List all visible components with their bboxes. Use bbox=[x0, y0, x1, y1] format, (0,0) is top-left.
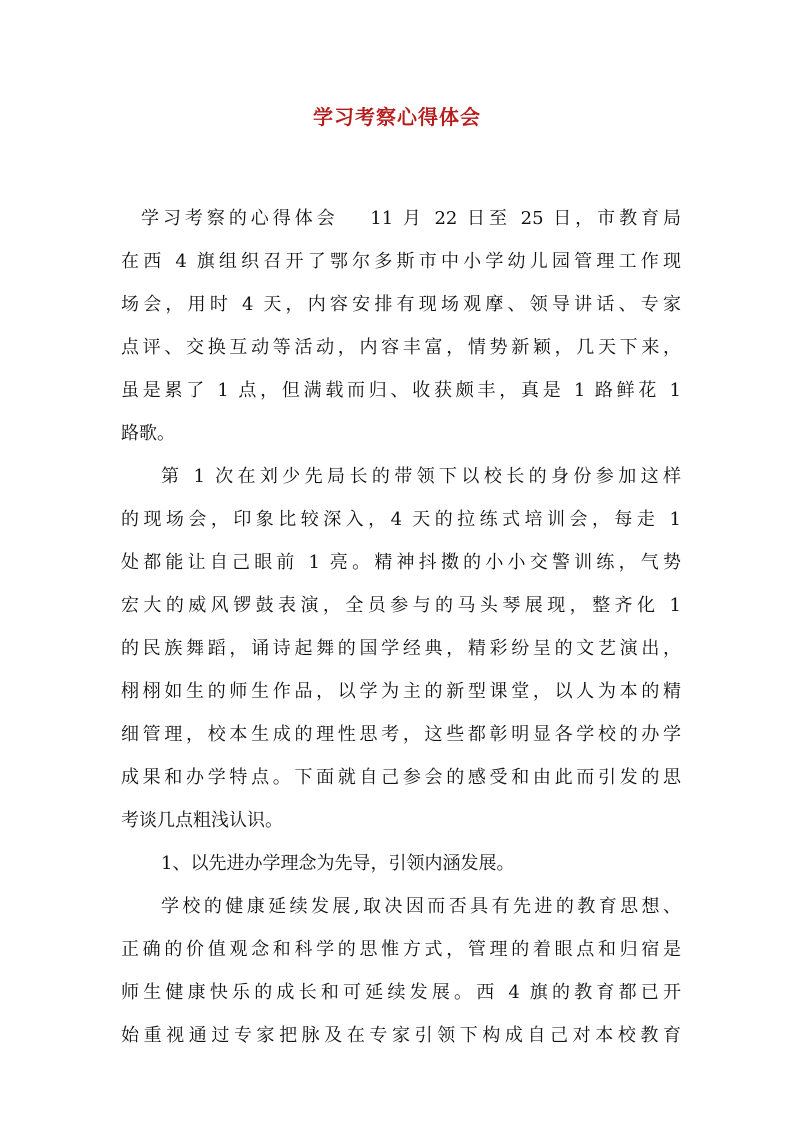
body-line: 场会，用时 4 天，内容安排有现场观摩、领导讲话、专家 bbox=[121, 294, 681, 315]
body-line: 路歌。 bbox=[121, 423, 175, 444]
body-line: 在西 4 旗组织召开了鄂尔多斯市中小学幼儿园管理工作现 bbox=[121, 251, 681, 272]
body-line: 栩栩如生的师生作品，以学为主的新型课堂，以人为本的精 bbox=[121, 681, 681, 702]
body-line: 学习考察的心得体会 11 月 22 日至 25 日，市教育局 bbox=[141, 208, 681, 229]
body-line: 师生健康快乐的成长和可延续发展。西 4 旗的教育都已开 bbox=[121, 982, 681, 1003]
body-line: 宏大的威风锣鼓表演，全员参与的马头琴展现，整齐化 1 bbox=[121, 595, 681, 616]
body-line: 考谈几点粗浅认识。 bbox=[121, 810, 283, 831]
body-line: 虽是累了 1 点，但满载而归、收获颇丰，真是 1 路鲜花 1 bbox=[121, 380, 681, 401]
body-line: 细管理，校本生成的理性思考，这些都彰明显各学校的办学 bbox=[121, 724, 681, 745]
body-line: 的现场会，印象比较深入，4 天的拉练式培训会，每走 1 bbox=[121, 509, 681, 530]
body-line: 始重视通过专家把脉及在专家引领下构成自己对本校教育 bbox=[121, 1025, 681, 1046]
body-line: 的民族舞蹈，诵诗起舞的国学经典，精彩纷呈的文艺演出， bbox=[121, 638, 681, 659]
body-line: 成果和办学特点。下面就自己参会的感受和由此而引发的思 bbox=[121, 767, 681, 788]
section-heading: 1、以先进办学理念为先导，引领内涵发展。 bbox=[161, 853, 515, 874]
body-line: 正确的价值观念和科学的思惟方式，管理的着眼点和归宿是 bbox=[121, 939, 681, 960]
body-line: 处都能让自己眼前 1 亮。精神抖擞的小小交警训练，气势 bbox=[121, 552, 681, 573]
body-line: 学校的健康延续发展,取决因而否具有先进的教育思想、 bbox=[161, 896, 681, 917]
document-title: 学习考察心得体会 bbox=[313, 105, 481, 129]
body-line: 点评、交换互动等活动，内容丰富，情势新颖，几天下来， bbox=[121, 337, 681, 358]
body-line: 第 1 次在刘少先局长的带领下以校长的身份参加这样 bbox=[161, 466, 681, 487]
